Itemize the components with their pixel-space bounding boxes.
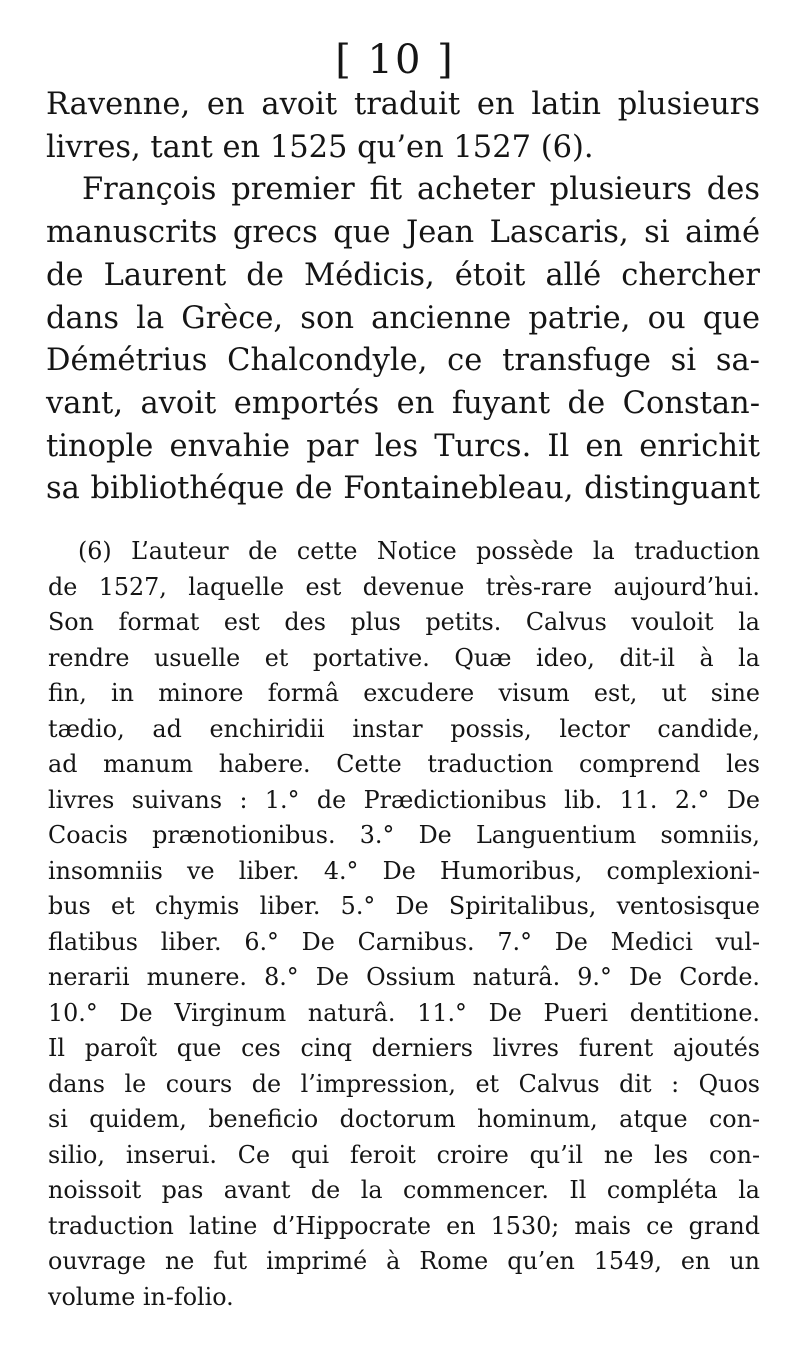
text-line: sa bibliothéque de Fontainebleau, distinguant	[46, 471, 760, 507]
footnote-line: bus et chymis liber. 5.° De Spiritalibus, ventosisque	[48, 892, 760, 920]
footnote-line: 10.° De Virginum naturâ. 11.° De Pueri dentitione.	[48, 998, 760, 1027]
footnote-line: de 1527, laquelle est devenue très-rare aujourd’hui.	[48, 572, 760, 601]
footnote-line: si quidem, beneficio doctorum hominum, atque con-	[48, 1105, 760, 1133]
text-line: François premier fit acheter plusieurs des	[82, 172, 760, 208]
footnote-line: noissoit pas avant de la commencer. Il compléta la	[48, 1176, 760, 1204]
footnote-line: ad manum habere. Cette traduction comprend les	[48, 750, 760, 778]
footnote-line: ouvrage ne fut imprimé à Rome qu’en 1549, en un	[48, 1247, 760, 1275]
footnote-line: rendre usuelle et portative. Quæ ideo, dit-il à la	[48, 643, 760, 672]
footnote-line: dans le cours de l’impression, et Calvus dit : Quos	[48, 1069, 760, 1098]
text-line: tinople envahie par les Turcs. Il en enrichit	[46, 428, 760, 464]
text-line: vant, avoit emportés en fuyant de Constan-	[46, 385, 760, 421]
text-line: livres, tant en 1525 qu’en 1527 (6).	[46, 129, 594, 165]
footnote-line: silio, inserui. Ce qui feroit croire qu’il ne les con-	[48, 1140, 760, 1169]
text-line: manuscrits grecs que Jean Lascaris, si aimé	[46, 215, 760, 251]
footnote-line: tædio, ad enchiridii instar possis, lector candide,	[48, 714, 760, 743]
footnote-block	[48, 534, 760, 1315]
footnote-line: Son format est des plus petits. Calvus vouloit la	[48, 608, 760, 636]
footnote-line: volume in-folio.	[48, 1282, 234, 1311]
main-text	[46, 84, 760, 511]
text-line: dans la Grèce, son ancienne patrie, ou que	[46, 300, 760, 336]
footnote-line: Il paroît que ces cinq derniers livres furent ajoutés	[48, 1034, 760, 1062]
footnote-line: fin, in minore formâ excudere visum est, ut sine	[48, 679, 760, 707]
text-line: Ravenne, en avoit traduit en latin plusieurs	[46, 87, 760, 122]
footnote-line: flatibus liber. 6.° De Carnibus. 7.° De Medici vul-	[48, 927, 760, 956]
footnote-line: insomniis ve liber. 4.° De Humoribus, complexioni-	[48, 856, 760, 885]
text-line: de Laurent de Médicis, étoit allé chercher	[46, 257, 760, 293]
page-number: [ 10 ]	[335, 37, 455, 83]
footnote-line: (6) L’auteur de cette Notice possède la traduction	[78, 537, 760, 565]
footnote-line: traduction latine d’Hippocrate en 1530; mais ce grand	[48, 1211, 760, 1240]
text-line: Démétrius Chalcondyle, ce transfuge si sa-	[46, 343, 760, 379]
footnote-line: nerarii munere. 8.° De Ossium naturâ. 9.° De Corde.	[48, 963, 760, 991]
footnote-line: livres suivans : 1.° de Prædictionibus lib. 11. 2.° De	[48, 785, 760, 814]
footnote-line: Coacis prænotionibus. 3.° De Languentium somniis,	[48, 821, 760, 849]
